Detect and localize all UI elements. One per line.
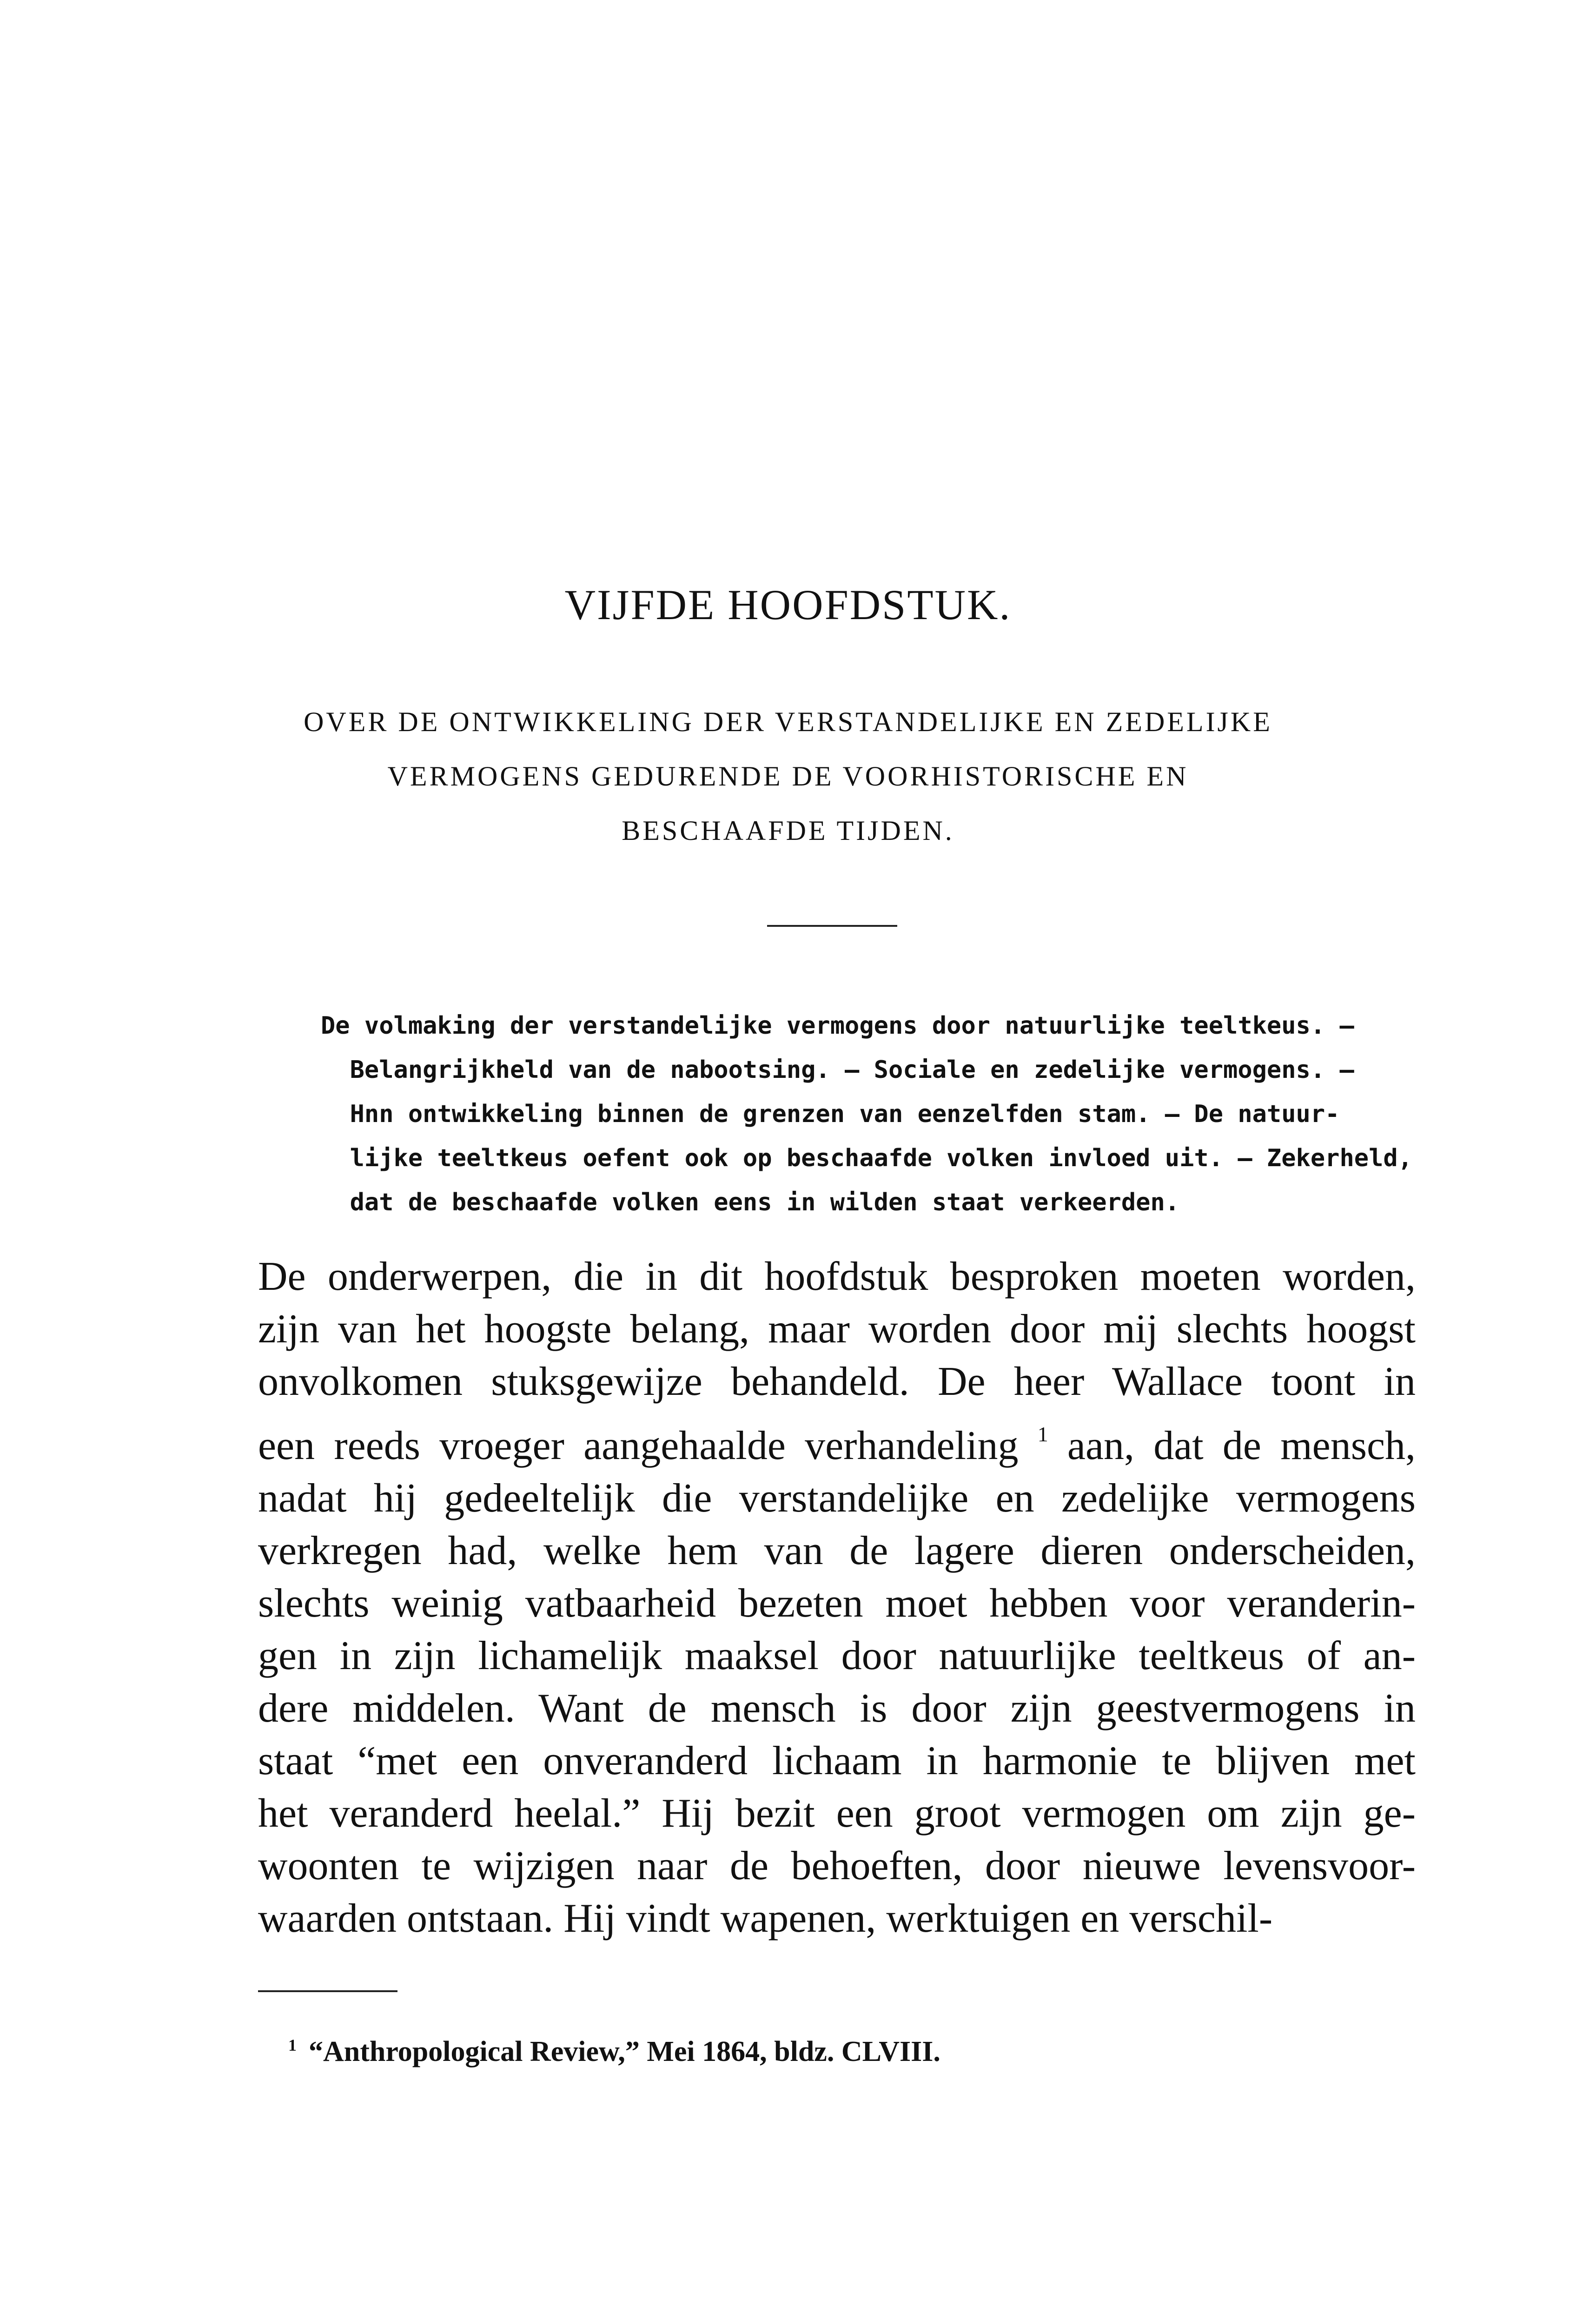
summary-line: De volmaking der verstandelijke vermogens door natuurlijke teeltkeus. — (321, 1012, 1354, 1040)
body-line: staat “met een onveranderd lichaam in harmonie te blijven met (258, 1738, 1416, 1783)
summary-line: Belangrijkheld van de nabootsing. — Sociale en zedelijke vermogens. — (321, 1056, 1354, 1084)
body-line: woonten te wijzigen naar de behoeften, door nieuwe levensvoor- (258, 1843, 1416, 1888)
chapter-title: VIJFDE HOOFDSTUK. (564, 581, 1012, 628)
summary-line: Hnn ontwikkeling binnen de grenzen van eenzelfden stam. — De natuur- (321, 1100, 1340, 1128)
body-line: gen in zijn lichamelijk maaksel door natuurlijke teeltkeus of an- (258, 1633, 1416, 1678)
body-line: De onderwerpen, die in dit hoofdstuk besproken moeten worden, (258, 1254, 1416, 1299)
footnote-divider (258, 1990, 397, 1992)
subtitle-line: VERMOGENS GEDURENDE DE VOORHISTORISCHE EN (387, 761, 1189, 792)
subtitle-line: BESCHAAFDE TIJDEN. (622, 815, 954, 846)
body-line: waarden ontstaan. Hij vindt wapenen, werktuigen en verschil- (258, 1896, 1273, 1941)
body-paragraph (258, 1250, 1416, 1945)
footnote-reference[interactable]: 1 (1037, 1422, 1048, 1446)
footnote (288, 2037, 940, 2066)
body-line: verkregen had, welke hem van de lagere dieren onderscheiden, (258, 1528, 1416, 1573)
chapter-subtitle (214, 695, 1362, 858)
title-divider (767, 925, 897, 927)
body-line: het veranderd heelal.” Hij bezit een groot vermogen om zijn ge- (258, 1791, 1416, 1836)
body-line: nadat hij gedeeltelijk die verstandelijke en zedelijke vermogens (258, 1476, 1416, 1521)
body-line-text: aan, dat de mensch, (1067, 1423, 1416, 1468)
footnote-marker: 1 (288, 2036, 297, 2054)
body-line: onvolkomen stuksgewijze behandeld. De heer Wallace toont in (258, 1359, 1416, 1404)
summary-line: dat de beschaafde volken eens in wilden staat verkeerden. (321, 1188, 1180, 1216)
body-line-text: een reeds vroeger aangehaalde verhandeling (258, 1423, 1019, 1468)
body-line: slechts weinig vatbaarheid bezeten moet hebben voor veranderin- (258, 1581, 1416, 1626)
body-line-with-reference (258, 1408, 1416, 1472)
footnote-text: “Anthropological Review,” Mei 1864, bldz. CLVIII. (309, 2036, 940, 2067)
subtitle-line: OVER DE ONTWIKKELING DER VERSTANDELIJKE EN ZEDELIJKE (304, 706, 1272, 737)
chapter-summary (321, 1004, 1418, 1225)
summary-line: lijke teeltkeus oefent ook op beschaafde volken invloed uit. — Zekerheld, (321, 1144, 1412, 1172)
body-line: zijn van het hoogste belang, maar worden door mij slechts hoogst (258, 1307, 1416, 1352)
body-line: dere middelen. Want de mensch is door zijn geestvermogens in (258, 1686, 1416, 1731)
